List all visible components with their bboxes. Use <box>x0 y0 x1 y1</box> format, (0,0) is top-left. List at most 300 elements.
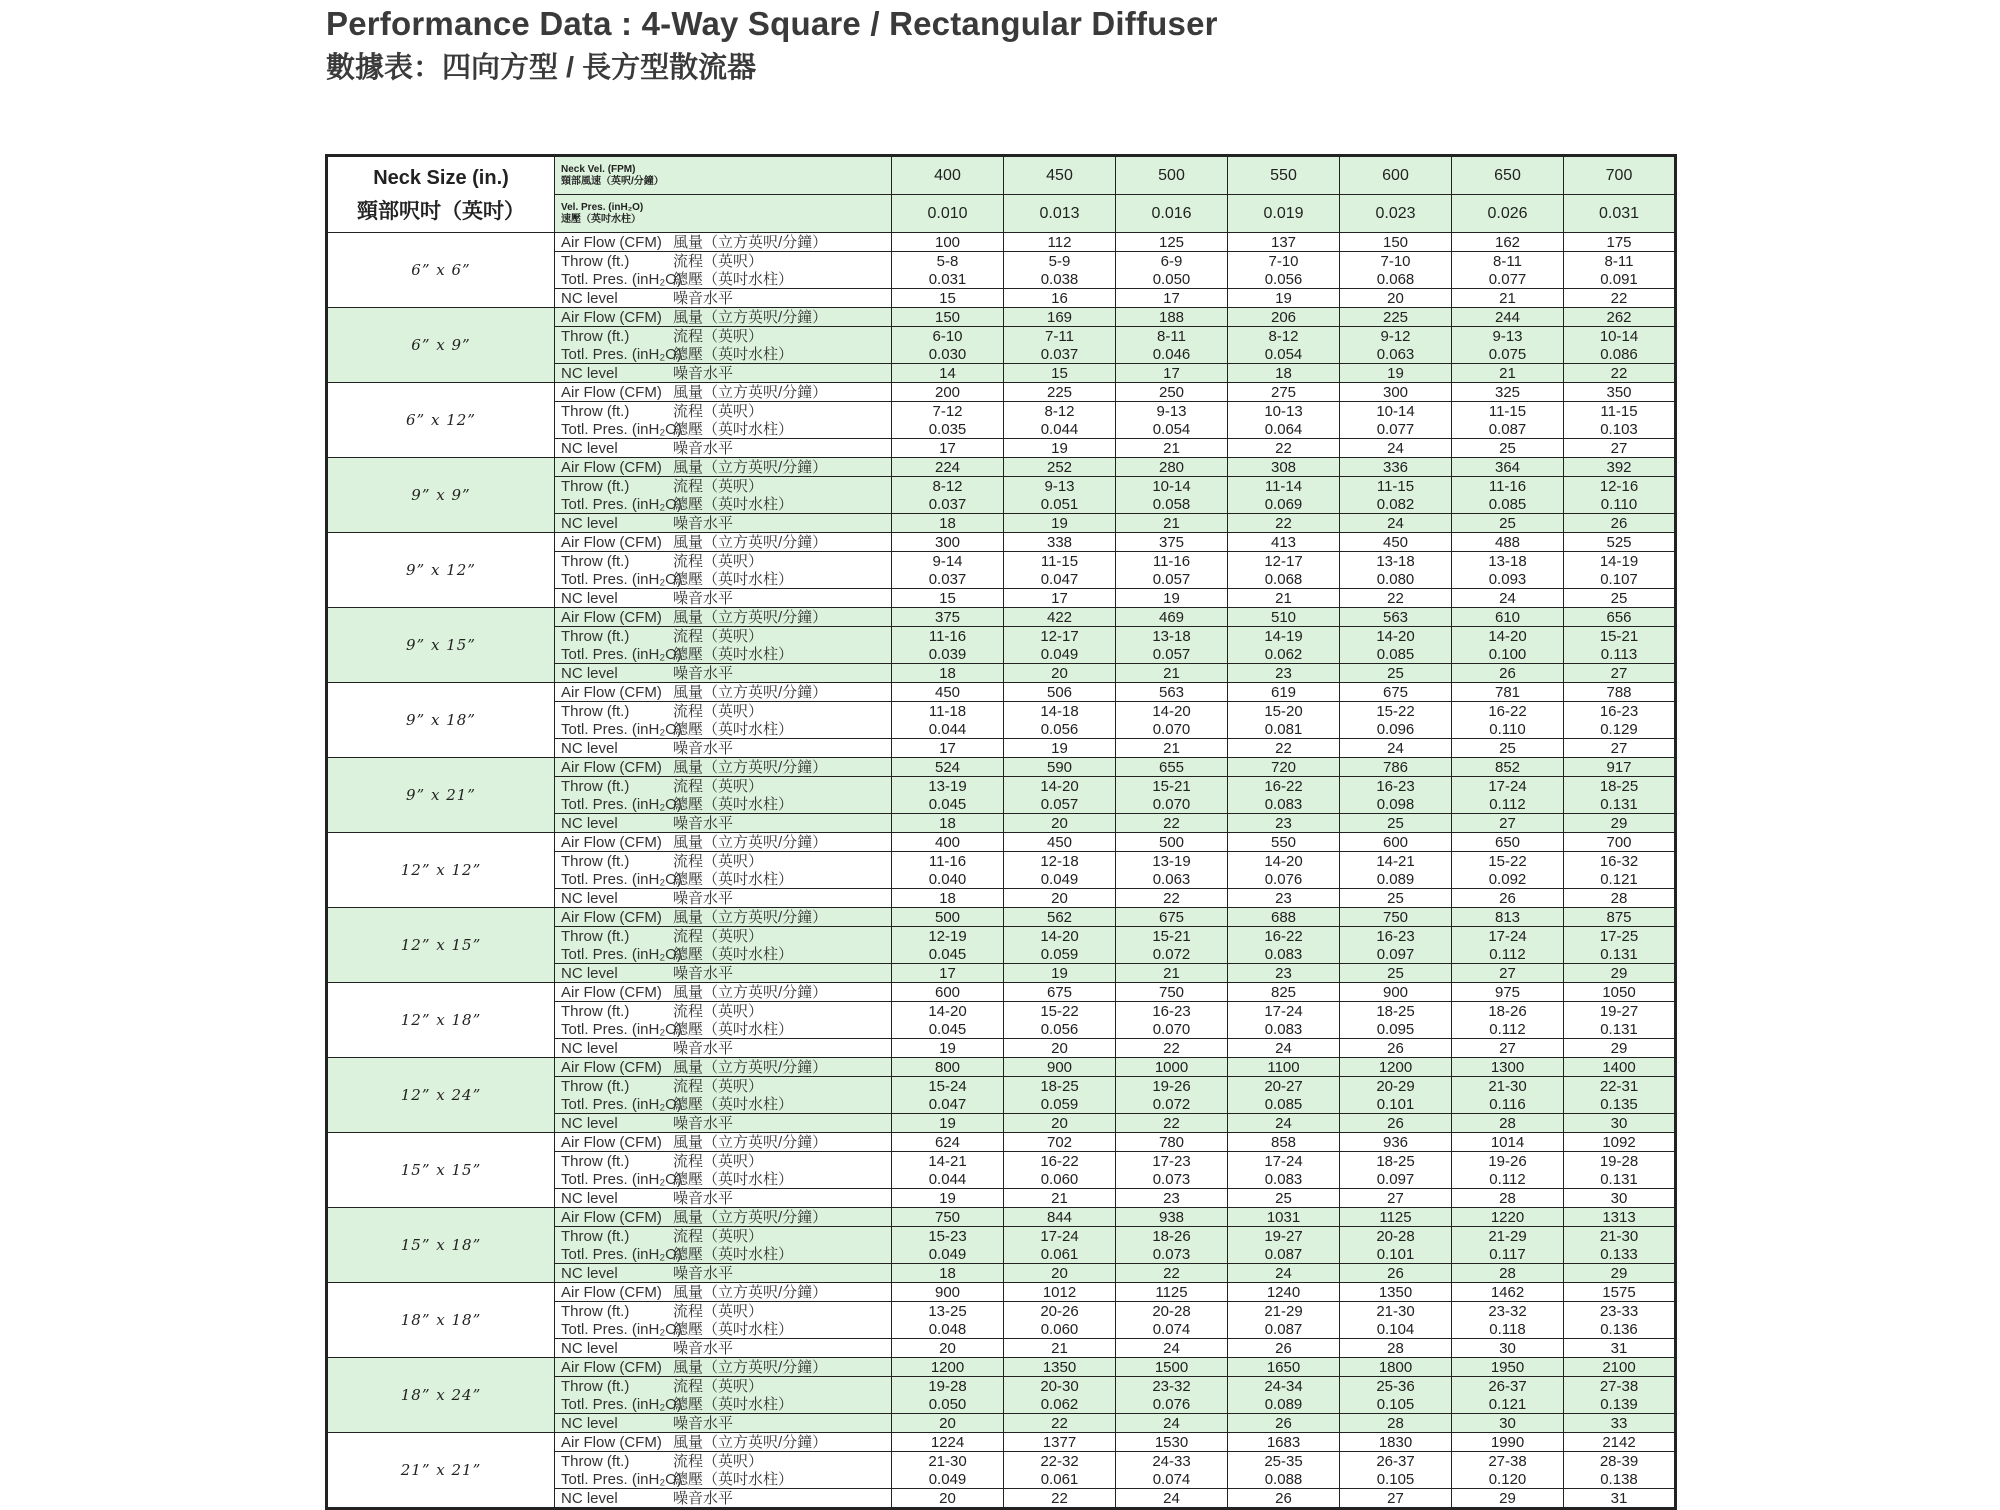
nc-level-value: 27 <box>1340 1489 1452 1509</box>
throw-value: 14-21 <box>1340 852 1452 871</box>
total-pressure-value: 0.131 <box>1564 1170 1676 1189</box>
throw-value: 19-26 <box>1452 1152 1564 1171</box>
air-flow-value: 858 <box>1228 1133 1340 1152</box>
nc-level-value: 26 <box>1564 514 1676 533</box>
total-pressure-value: 0.112 <box>1452 1020 1564 1039</box>
throw-value: 18-25 <box>1004 1077 1116 1096</box>
air-flow-value: 800 <box>892 1058 1004 1077</box>
air-flow-label-en: Air Flow (CFM) <box>561 608 662 626</box>
total-pressure-value: 0.100 <box>1452 645 1564 664</box>
air-flow-value: 875 <box>1564 908 1676 927</box>
nc-level-value: 19 <box>1340 364 1452 383</box>
air-flow-value: 1012 <box>1004 1283 1116 1302</box>
nc-level-value: 19 <box>1004 439 1116 458</box>
throw-label-en: Throw (ft.) <box>561 927 630 945</box>
throw-value: 15-21 <box>1564 627 1676 646</box>
nc-level-value: 28 <box>1340 1339 1452 1358</box>
total-pressure-label-zh: 總壓（英吋水柱） <box>673 1470 794 1488</box>
total-pressure-value: 0.038 <box>1004 270 1116 289</box>
throw-value: 20-27 <box>1228 1077 1340 1096</box>
nc-level-value: 21 <box>1004 1189 1116 1208</box>
air-flow-label <box>555 758 892 777</box>
total-pressure-label-en: Totl. Pres. (inH₂O) <box>561 1470 682 1488</box>
air-flow-value: 392 <box>1564 458 1676 477</box>
total-pressure-value: 0.060 <box>1004 1170 1116 1189</box>
nc-level-value: 23 <box>1228 964 1340 983</box>
total-pressure-value: 0.083 <box>1228 795 1340 814</box>
throw-label-zh: 流程（英呎） <box>673 1077 764 1095</box>
total-pressure-label-en: Totl. Pres. (inH₂O) <box>561 720 682 738</box>
nc-level-value: 20 <box>1004 1039 1116 1058</box>
throw-value: 14-19 <box>1564 552 1676 571</box>
total-pressure-value: 0.118 <box>1452 1320 1564 1339</box>
neck-size-cell: 18” x 24” <box>327 1358 555 1433</box>
total-pressure-value: 0.068 <box>1340 270 1452 289</box>
nc-level-value: 22 <box>1564 289 1676 308</box>
air-flow-label-en: Air Flow (CFM) <box>561 1058 662 1076</box>
air-flow-value: 1500 <box>1116 1358 1228 1377</box>
total-pressure-label <box>555 1170 892 1189</box>
total-pressure-label-zh: 總壓（英吋水柱） <box>673 1170 794 1188</box>
air-flow-value: 1530 <box>1116 1433 1228 1452</box>
air-flow-value: 150 <box>892 308 1004 327</box>
air-flow-label-zh: 風量（立方英呎/分鐘） <box>673 533 828 551</box>
throw-value: 25-35 <box>1228 1452 1340 1471</box>
throw-value: 13-19 <box>1116 852 1228 871</box>
total-pressure-value: 0.116 <box>1452 1095 1564 1114</box>
nc-level-value: 15 <box>892 589 1004 608</box>
throw-value: 11-15 <box>1004 552 1116 571</box>
total-pressure-value: 0.095 <box>1340 1020 1452 1039</box>
throw-value: 18-26 <box>1116 1227 1228 1246</box>
throw-label-zh: 流程（英呎） <box>673 777 764 795</box>
total-pressure-value: 0.062 <box>1004 1395 1116 1414</box>
throw-label <box>555 1002 892 1021</box>
nc-level-label-en: NC level <box>561 664 618 682</box>
total-pressure-value: 0.056 <box>1228 270 1340 289</box>
nc-level-value: 22 <box>1116 1264 1228 1283</box>
air-flow-value: 600 <box>892 983 1004 1002</box>
total-pressure-value: 0.085 <box>1452 495 1564 514</box>
total-pressure-value: 0.061 <box>1004 1470 1116 1489</box>
neck-size-cell: 12” x 24” <box>327 1058 555 1133</box>
total-pressure-label <box>555 1245 892 1264</box>
nc-level-value: 23 <box>1116 1189 1228 1208</box>
nc-level-label <box>555 1189 892 1208</box>
total-pressure-label-zh: 總壓（英吋水柱） <box>673 1020 794 1038</box>
total-pressure-label-zh: 總壓（英吋水柱） <box>673 1320 794 1338</box>
total-pressure-value: 0.057 <box>1116 570 1228 589</box>
throw-label <box>555 252 892 271</box>
nc-level-value: 26 <box>1228 1339 1340 1358</box>
air-flow-label <box>555 233 892 252</box>
throw-value: 16-32 <box>1564 852 1676 871</box>
throw-value: 13-19 <box>892 777 1004 796</box>
nc-level-value: 19 <box>892 1039 1004 1058</box>
neck-vel-label-en: Neck Vel. (FPM) <box>561 163 636 175</box>
total-pressure-value: 0.063 <box>1116 870 1228 889</box>
total-pressure-label-en: Totl. Pres. (inH₂O) <box>561 270 682 288</box>
page-title: Performance Data : 4-Way Square / Rectangular Diffuser <box>326 5 1218 42</box>
throw-value: 14-20 <box>1340 627 1452 646</box>
nc-level-value: 17 <box>892 739 1004 758</box>
nc-level-value: 22 <box>1004 1489 1116 1509</box>
table-row <box>327 233 1676 252</box>
air-flow-label-zh: 風量（立方英呎/分鐘） <box>673 833 828 851</box>
nc-level-value: 28 <box>1452 1114 1564 1133</box>
total-pressure-value: 0.131 <box>1564 1020 1676 1039</box>
total-pressure-label-en: Totl. Pres. (inH₂O) <box>561 495 682 513</box>
nc-level-label-zh: 噪音水平 <box>673 664 734 682</box>
throw-value: 9-14 <box>892 552 1004 571</box>
vel-pres-label-en: Vel. Pres. (inH₂O) <box>561 201 644 213</box>
nc-level-value: 24 <box>1340 514 1452 533</box>
throw-value: 16-22 <box>1452 702 1564 721</box>
nc-level-value: 25 <box>1340 889 1452 908</box>
total-pressure-value: 0.087 <box>1452 420 1564 439</box>
nc-level-value: 27 <box>1452 964 1564 983</box>
air-flow-value: 619 <box>1228 683 1340 702</box>
nc-level-value: 15 <box>1004 364 1116 383</box>
air-flow-value: 188 <box>1116 308 1228 327</box>
neck-vel-value: 450 <box>1004 156 1116 195</box>
nc-level-value: 28 <box>1452 1189 1564 1208</box>
total-pressure-value: 0.092 <box>1452 870 1564 889</box>
vel-pres-value: 0.016 <box>1116 195 1228 233</box>
throw-value: 25-36 <box>1340 1377 1452 1396</box>
nc-level-label-en: NC level <box>561 514 618 532</box>
total-pressure-value: 0.083 <box>1228 1020 1340 1039</box>
total-pressure-label-en: Totl. Pres. (inH₂O) <box>561 1320 682 1338</box>
throw-label <box>555 1152 892 1171</box>
air-flow-value: 252 <box>1004 458 1116 477</box>
throw-value: 16-23 <box>1116 1002 1228 1021</box>
throw-value: 22-32 <box>1004 1452 1116 1471</box>
air-flow-label <box>555 1058 892 1077</box>
throw-value: 16-22 <box>1228 927 1340 946</box>
air-flow-label <box>555 533 892 552</box>
total-pressure-value: 0.073 <box>1116 1245 1228 1264</box>
nc-level-value: 31 <box>1564 1489 1676 1509</box>
air-flow-value: 1014 <box>1452 1133 1564 1152</box>
throw-label-zh: 流程（英呎） <box>673 1152 764 1170</box>
air-flow-value: 1683 <box>1228 1433 1340 1452</box>
throw-value: 16-23 <box>1564 702 1676 721</box>
nc-level-value: 22 <box>1004 1414 1116 1433</box>
throw-value: 7-12 <box>892 402 1004 421</box>
nc-level-value: 25 <box>1340 814 1452 833</box>
neck-vel-value: 650 <box>1452 156 1564 195</box>
throw-label <box>555 402 892 421</box>
throw-label-zh: 流程（英呎） <box>673 1452 764 1470</box>
air-flow-value: 525 <box>1564 533 1676 552</box>
air-flow-label <box>555 833 892 852</box>
throw-label <box>555 1077 892 1096</box>
total-pressure-label-en: Totl. Pres. (inH₂O) <box>561 795 682 813</box>
throw-value: 17-24 <box>1452 777 1564 796</box>
air-flow-value: 917 <box>1564 758 1676 777</box>
total-pressure-value: 0.075 <box>1452 345 1564 364</box>
air-flow-value: 938 <box>1116 1208 1228 1227</box>
throw-value: 14-20 <box>892 1002 1004 1021</box>
air-flow-value: 1350 <box>1004 1358 1116 1377</box>
total-pressure-value: 0.138 <box>1564 1470 1676 1489</box>
total-pressure-value: 0.091 <box>1564 270 1676 289</box>
throw-label-zh: 流程（英呎） <box>673 927 764 945</box>
nc-level-value: 26 <box>1228 1414 1340 1433</box>
air-flow-value: 1462 <box>1452 1283 1564 1302</box>
total-pressure-value: 0.045 <box>892 945 1004 964</box>
nc-level-value: 26 <box>1340 1264 1452 1283</box>
throw-value: 16-23 <box>1340 777 1452 796</box>
nc-level-label-en: NC level <box>561 1264 618 1282</box>
nc-level-value: 29 <box>1564 964 1676 983</box>
nc-level-value: 22 <box>1340 589 1452 608</box>
total-pressure-label-en: Totl. Pres. (inH₂O) <box>561 570 682 588</box>
throw-label-en: Throw (ft.) <box>561 1227 630 1245</box>
nc-level-label <box>555 1264 892 1283</box>
air-flow-label <box>555 1208 892 1227</box>
throw-value: 9-12 <box>1340 327 1452 346</box>
throw-label-zh: 流程（英呎） <box>673 402 764 420</box>
throw-value: 17-25 <box>1564 927 1676 946</box>
total-pressure-value: 0.056 <box>1004 720 1116 739</box>
nc-level-label-en: NC level <box>561 1039 618 1057</box>
air-flow-value: 1200 <box>892 1358 1004 1377</box>
air-flow-value: 813 <box>1452 908 1564 927</box>
throw-value: 15-22 <box>1340 702 1452 721</box>
air-flow-label-zh: 風量（立方英呎/分鐘） <box>673 608 828 626</box>
air-flow-label-zh: 風量（立方英呎/分鐘） <box>673 1433 828 1451</box>
total-pressure-value: 0.135 <box>1564 1095 1676 1114</box>
throw-value: 26-37 <box>1452 1377 1564 1396</box>
air-flow-value: 500 <box>1116 833 1228 852</box>
nc-level-value: 23 <box>1228 664 1340 683</box>
neck-vel-value: 400 <box>892 156 1004 195</box>
total-pressure-value: 0.049 <box>892 1245 1004 1264</box>
throw-value: 17-24 <box>1452 927 1564 946</box>
total-pressure-value: 0.112 <box>1452 1170 1564 1189</box>
nc-level-value: 15 <box>892 289 1004 308</box>
throw-label-zh: 流程（英呎） <box>673 1302 764 1320</box>
vel-pres-value: 0.010 <box>892 195 1004 233</box>
nc-level-value: 24 <box>1228 1264 1340 1283</box>
throw-label <box>555 852 892 871</box>
air-flow-value: 720 <box>1228 758 1340 777</box>
air-flow-label-zh: 風量（立方英呎/分鐘） <box>673 908 828 926</box>
throw-value: 21-29 <box>1452 1227 1564 1246</box>
nc-level-value: 26 <box>1228 1489 1340 1509</box>
air-flow-value: 624 <box>892 1133 1004 1152</box>
nc-level-label <box>555 814 892 833</box>
nc-level-value: 21 <box>1116 739 1228 758</box>
nc-level-value: 19 <box>892 1189 1004 1208</box>
air-flow-value: 1050 <box>1564 983 1676 1002</box>
throw-value: 28-39 <box>1564 1452 1676 1471</box>
total-pressure-label-en: Totl. Pres. (inH₂O) <box>561 1020 682 1038</box>
throw-label-en: Throw (ft.) <box>561 1452 630 1470</box>
air-flow-value: 506 <box>1004 683 1116 702</box>
nc-level-value: 24 <box>1340 439 1452 458</box>
total-pressure-value: 0.047 <box>1004 570 1116 589</box>
air-flow-value: 137 <box>1228 233 1340 252</box>
total-pressure-value: 0.082 <box>1340 495 1452 514</box>
air-flow-label-en: Air Flow (CFM) <box>561 683 662 701</box>
total-pressure-label-zh: 總壓（英吋水柱） <box>673 495 794 513</box>
throw-label-zh: 流程（英呎） <box>673 477 764 495</box>
throw-value: 13-25 <box>892 1302 1004 1321</box>
nc-level-value: 30 <box>1564 1114 1676 1133</box>
throw-value: 16-22 <box>1004 1152 1116 1171</box>
total-pressure-value: 0.050 <box>1116 270 1228 289</box>
neck-size-cell: 6” x 12” <box>327 383 555 458</box>
air-flow-label-zh: 風量（立方英呎/分鐘） <box>673 1058 828 1076</box>
total-pressure-value: 0.120 <box>1452 1470 1564 1489</box>
nc-level-value: 18 <box>892 889 1004 908</box>
table-row <box>327 608 1676 627</box>
nc-level-value: 20 <box>1340 289 1452 308</box>
neck-size-cell: 9” x 18” <box>327 683 555 758</box>
neck-vel-label <box>555 156 892 195</box>
air-flow-value: 488 <box>1452 533 1564 552</box>
nc-level-label-zh: 噪音水平 <box>673 1039 734 1057</box>
air-flow-value: 2142 <box>1564 1433 1676 1452</box>
throw-value: 7-10 <box>1340 252 1452 271</box>
nc-level-label-en: NC level <box>561 739 618 757</box>
nc-level-label <box>555 589 892 608</box>
throw-value: 6-10 <box>892 327 1004 346</box>
nc-level-value: 29 <box>1564 1264 1676 1283</box>
total-pressure-label-en: Totl. Pres. (inH₂O) <box>561 1095 682 1113</box>
total-pressure-value: 0.112 <box>1452 795 1564 814</box>
total-pressure-value: 0.049 <box>892 1470 1004 1489</box>
nc-level-label-zh: 噪音水平 <box>673 1114 734 1132</box>
nc-level-label-en: NC level <box>561 1114 618 1132</box>
neck-size-cell: 21” x 21” <box>327 1433 555 1509</box>
table-row <box>327 308 1676 327</box>
total-pressure-value: 0.040 <box>892 870 1004 889</box>
air-flow-value: 844 <box>1004 1208 1116 1227</box>
throw-value: 10-14 <box>1116 477 1228 496</box>
total-pressure-label-zh: 總壓（英吋水柱） <box>673 270 794 288</box>
throw-value: 8-12 <box>1004 402 1116 421</box>
throw-value: 12-19 <box>892 927 1004 946</box>
air-flow-value: 655 <box>1116 758 1228 777</box>
nc-level-value: 19 <box>1004 964 1116 983</box>
air-flow-value: 300 <box>892 533 1004 552</box>
throw-value: 13-18 <box>1452 552 1564 571</box>
total-pressure-value: 0.072 <box>1116 1095 1228 1114</box>
air-flow-value: 656 <box>1564 608 1676 627</box>
nc-level-value: 22 <box>1116 889 1228 908</box>
throw-label-en: Throw (ft.) <box>561 402 630 420</box>
nc-level-value: 17 <box>892 964 1004 983</box>
air-flow-value: 780 <box>1116 1133 1228 1152</box>
throw-value: 20-28 <box>1340 1227 1452 1246</box>
total-pressure-value: 0.061 <box>1004 1245 1116 1264</box>
total-pressure-label <box>555 720 892 739</box>
total-pressure-label <box>555 1320 892 1339</box>
throw-label-en: Throw (ft.) <box>561 477 630 495</box>
total-pressure-label <box>555 570 892 589</box>
throw-label-en: Throw (ft.) <box>561 552 630 570</box>
air-flow-value: 610 <box>1452 608 1564 627</box>
nc-level-label-zh: 噪音水平 <box>673 289 734 307</box>
table-row <box>327 758 1676 777</box>
air-flow-label <box>555 1283 892 1302</box>
throw-value: 18-25 <box>1564 777 1676 796</box>
neck-size-cell: 12” x 12” <box>327 833 555 908</box>
throw-value: 9-13 <box>1116 402 1228 421</box>
nc-level-label-en: NC level <box>561 289 618 307</box>
total-pressure-label-zh: 總壓（英吋水柱） <box>673 1395 794 1413</box>
air-flow-label-zh: 風量（立方英呎/分鐘） <box>673 308 828 326</box>
total-pressure-label-en: Totl. Pres. (inH₂O) <box>561 870 682 888</box>
table-row <box>327 1358 1676 1377</box>
nc-level-value: 27 <box>1452 1039 1564 1058</box>
nc-level-value: 24 <box>1116 1489 1228 1509</box>
air-flow-value: 563 <box>1340 608 1452 627</box>
total-pressure-value: 0.097 <box>1340 1170 1452 1189</box>
air-flow-value: 1800 <box>1340 1358 1452 1377</box>
total-pressure-value: 0.047 <box>892 1095 1004 1114</box>
total-pressure-value: 0.037 <box>1004 345 1116 364</box>
nc-level-label-en: NC level <box>561 589 618 607</box>
throw-value: 12-17 <box>1004 627 1116 646</box>
throw-label <box>555 1452 892 1471</box>
air-flow-label-zh: 風量（立方英呎/分鐘） <box>673 1358 828 1376</box>
total-pressure-value: 0.096 <box>1340 720 1452 739</box>
throw-value: 14-19 <box>1228 627 1340 646</box>
throw-label-zh: 流程（英呎） <box>673 327 764 345</box>
air-flow-value: 852 <box>1452 758 1564 777</box>
nc-level-value: 17 <box>1116 364 1228 383</box>
air-flow-value: 1100 <box>1228 1058 1340 1077</box>
nc-level-value: 17 <box>892 439 1004 458</box>
total-pressure-value: 0.121 <box>1452 1395 1564 1414</box>
nc-level-value: 24 <box>1116 1339 1228 1358</box>
throw-value: 27-38 <box>1564 1377 1676 1396</box>
total-pressure-value: 0.107 <box>1564 570 1676 589</box>
air-flow-value: 1200 <box>1340 1058 1452 1077</box>
total-pressure-value: 0.056 <box>1004 1020 1116 1039</box>
nc-level-label <box>555 889 892 908</box>
nc-level-value: 21 <box>1452 364 1564 383</box>
nc-level-label <box>555 1489 892 1509</box>
total-pressure-value: 0.045 <box>892 1020 1004 1039</box>
air-flow-value: 350 <box>1564 383 1676 402</box>
throw-value: 8-11 <box>1564 252 1676 271</box>
nc-level-value: 20 <box>892 1339 1004 1358</box>
total-pressure-label <box>555 1470 892 1489</box>
throw-value: 12-17 <box>1228 552 1340 571</box>
nc-level-label <box>555 964 892 983</box>
total-pressure-value: 0.074 <box>1116 1470 1228 1489</box>
throw-value: 16-23 <box>1340 927 1452 946</box>
throw-value: 15-21 <box>1116 777 1228 796</box>
nc-level-label-zh: 噪音水平 <box>673 814 734 832</box>
nc-level-label-en: NC level <box>561 1414 618 1432</box>
total-pressure-value: 0.050 <box>892 1395 1004 1414</box>
air-flow-value: 1224 <box>892 1433 1004 1452</box>
table-row <box>327 1283 1676 1302</box>
neck-size-header-zh: 頸部呎吋（英吋） <box>357 199 525 223</box>
nc-level-label-zh: 噪音水平 <box>673 1414 734 1432</box>
total-pressure-value: 0.073 <box>1116 1170 1228 1189</box>
nc-level-value: 26 <box>1340 1039 1452 1058</box>
nc-level-value: 33 <box>1564 1414 1676 1433</box>
total-pressure-value: 0.113 <box>1564 645 1676 664</box>
